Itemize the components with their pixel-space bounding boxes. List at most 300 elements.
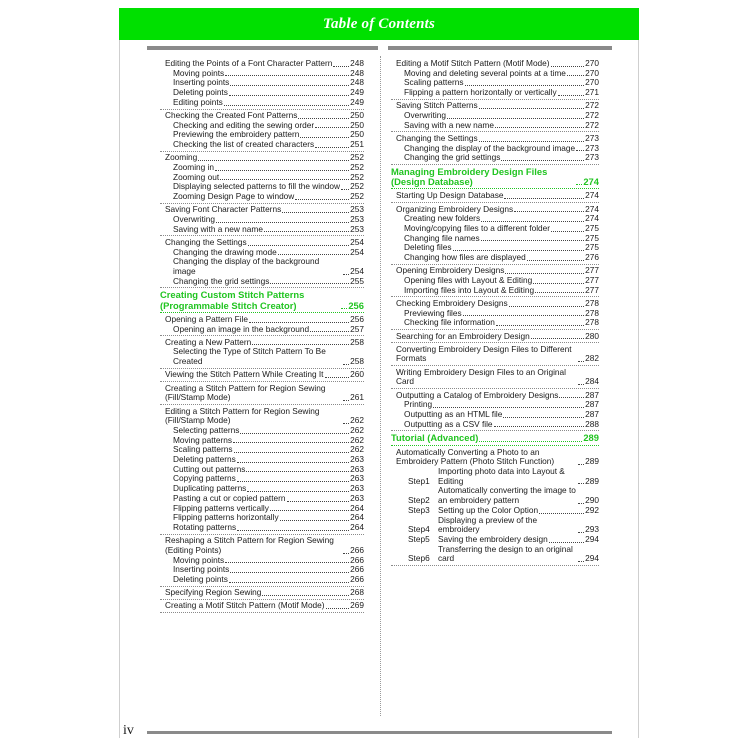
dot-leader [341,308,347,309]
entry-title: Searching for an Embroidery Design [396,330,530,341]
entry-page-number: 272 [585,110,599,121]
entry-title: Editing a Motif Stitch Pattern (Motif Mode) [396,58,550,68]
entry-page-number: 274 [585,190,599,201]
toc-group [391,299,599,330]
toc-group [160,153,364,204]
entry-title: Pasting a cut or copied pattern [173,492,286,503]
entry-title: Importing photo data into Layout & Editing [438,466,565,486]
header-rule-left [147,46,378,50]
dot-leader [278,254,349,255]
dot-leader [551,66,585,67]
toc-section-heading[interactable] [391,433,599,443]
entry-title: Changing the grid settings [404,152,501,163]
entry-page-number: 277 [585,265,599,276]
entry-title: Moving/copying files to a different folder [404,223,551,234]
dot-leader [576,184,582,185]
entry-title: Editing a Stitch Pattern for Region Sewing (Fill/Stamp Mode) [165,405,320,426]
entry-page-number: 273 [585,132,599,143]
dot-leader [246,471,349,472]
entry-page-number: 262 [350,434,364,445]
dot-leader [433,407,584,408]
entry-page-number: 249 [350,87,364,98]
entry-page-number: 275 [585,242,599,253]
toc-group [160,111,364,152]
entry-page-number: 266 [350,573,364,584]
entry-page-number: 275 [585,232,599,243]
entry-page-number: 294 [585,553,599,564]
dot-leader [220,179,349,180]
toc-group [391,134,599,165]
entry-page-number: 250 [350,110,364,121]
dot-leader [237,530,349,531]
toc-group [391,345,599,366]
entry-page-number: 274 [585,213,599,224]
entry-title: Opening a Pattern File [165,313,249,324]
entry-title: Creating a Stitch Pattern for Region Sewing (Fill/Stamp Mode) [165,382,326,403]
entry-page-number: 272 [585,119,599,130]
toc-subentry[interactable] [391,286,599,296]
entry-title: Scaling patterns [173,444,233,455]
entry-title: Moving patterns [173,434,233,445]
toc-group [160,238,364,289]
toc-section [391,433,599,445]
entry-title: Editing the Points of a Font Character Pattern [165,58,333,68]
header-rule-right [388,46,612,50]
entry-page-number: 260 [350,369,364,380]
entry-page-number: 258 [350,356,364,367]
entry-title: Zooming [165,152,198,163]
toc-step-entry[interactable] [391,545,599,564]
entry-page-number: 257 [350,323,364,334]
dot-leader [249,322,349,323]
entry-page-number: 266 [350,554,364,565]
entry-page-number: 270 [585,58,599,68]
toc-group [160,407,364,535]
dot-leader [341,189,349,190]
entry-page-number: 289 [583,432,599,444]
entry-title: Creating a New Pattern [165,336,252,347]
dot-leader [503,417,584,418]
entry-page-number: 264 [350,521,364,532]
dot-leader [463,315,585,316]
entry-page-number: 294 [585,533,599,544]
entry-page-number: 289 [585,475,599,486]
dot-leader [578,464,584,465]
entry-title: Managing Embroidery Design Files (Design Database) [391,166,548,188]
toc-group [391,205,599,265]
entry-title: Duplicating patterns [173,483,247,494]
toc-entry[interactable] [160,384,364,403]
entry-title: Zooming Design Page to window [173,191,295,202]
dot-leader [237,462,349,463]
entry-page-number: 292 [585,504,599,515]
dot-leader [531,338,584,339]
entry-title: Specifying Region Sewing [165,587,262,598]
toc-subentry[interactable] [160,192,364,202]
dot-leader [270,510,349,511]
entry-title: Scaling patterns [404,77,464,88]
toc-entry[interactable] [391,448,599,467]
toc-entry[interactable] [160,407,364,426]
toc-group [391,332,599,344]
dot-leader [280,520,350,521]
entry-title: Deleting points [173,87,228,98]
toc-subentry[interactable] [391,318,599,328]
entry-title: Setting up the Color Option [438,504,539,515]
step-label: Step4 [408,524,430,535]
entry-title: Moving points [173,554,225,565]
toc-group [391,266,599,297]
dot-leader [527,260,584,261]
dot-leader [237,481,349,482]
toc-group [391,101,599,132]
entry-title: Overwriting [404,110,446,121]
toc-group [160,338,364,369]
toc-subentry[interactable] [160,575,364,585]
toc-group [160,601,364,613]
dot-leader [326,608,350,609]
dot-leader [505,273,584,274]
entry-page-number: 275 [585,223,599,234]
entry-title: Changing the Settings [396,132,478,143]
entry-title: Flipping patterns vertically [173,502,269,513]
page-title: Table of Contents [119,8,639,40]
entry-page-number: 288 [585,418,599,429]
dot-leader [533,283,584,284]
entry-title: Changing the display of the background image [404,142,576,153]
step-label: Step5 [408,533,430,544]
dot-leader [224,105,349,106]
entry-title: Changing the Settings [165,236,247,247]
entry-title: Copying patterns [173,473,236,484]
entry-title: Moving and deleting several points at a time [404,67,566,78]
entry-page-number: 263 [350,454,364,465]
entry-title: Creating new folders [404,213,481,224]
entry-title: Deleting files [404,242,452,253]
entry-page-number: 278 [585,317,599,328]
entry-page-number: 263 [350,492,364,503]
dot-leader [343,364,349,365]
entry-page-number: 293 [585,524,599,535]
dot-leader [262,595,349,596]
entry-page-number: 252 [350,162,364,173]
toc-right-column [391,59,599,568]
entry-title: Tutorial (Advanced) [391,432,479,444]
column-divider [380,56,381,716]
toc-step-entry[interactable] [391,486,599,505]
entry-page-number: 290 [585,495,599,506]
step-label: Step1 [408,475,430,486]
entry-page-number: 274 [585,203,599,214]
entry-page-number: 262 [350,424,364,435]
entry-title: Zooming out [173,171,220,182]
toc-entry[interactable] [391,345,599,364]
dot-leader [295,199,349,200]
entry-page-number: 270 [585,77,599,88]
entry-title: Deleting points [173,573,228,584]
dot-leader [310,331,349,332]
toc-group [160,384,364,405]
entry-page-number: 287 [585,399,599,410]
toc-entry[interactable] [160,536,364,555]
entry-title: Displaying selected patterns to fill the window [173,181,340,192]
toc-group [391,59,599,100]
entry-title: Saving Font Character Patterns [165,204,282,215]
entry-title: Opening an image in the background [173,323,310,334]
dot-leader [578,532,584,533]
toc-subentry[interactable] [160,523,364,533]
entry-page-number: 284 [585,376,599,387]
entry-page-number: 277 [585,284,599,295]
dot-leader [315,147,349,148]
toc-subentry[interactable] [160,347,364,366]
toc-subentry[interactable] [391,253,599,263]
entry-page-number: 264 [350,512,364,523]
entry-page-number: 253 [350,204,364,215]
entry-title: Viewing the Stitch Pattern While Creating It [165,369,324,380]
toc-group [391,368,599,389]
entry-page-number: 266 [350,564,364,575]
entry-page-number: 256 [350,313,364,324]
entry-page-number: 262 [350,444,364,455]
entry-title: Checking and editing the sewing order [173,119,315,130]
dot-leader [578,561,584,562]
entry-page-number: 258 [350,336,364,347]
toc-subentry[interactable] [160,257,364,276]
toc-entry[interactable] [391,332,599,342]
entry-title: Inserting points [173,564,230,575]
entry-title: Outputting as a CSV file [404,418,493,429]
entry-page-number: 261 [350,392,364,403]
toc-entry[interactable] [160,601,364,611]
dot-leader [549,542,584,543]
entry-title: Opening files with Layout & Editing [404,275,533,286]
entry-title: Starting Up Design Database [396,190,504,201]
entry-page-number: 272 [585,100,599,111]
dot-leader [479,141,585,142]
dot-leader [215,170,349,171]
entry-page-number: 252 [350,191,364,202]
entry-page-number: 280 [585,330,599,341]
dot-leader [343,274,349,275]
entry-page-number: 249 [350,96,364,107]
entry-title: Checking file information [404,317,495,328]
dot-leader [247,491,349,492]
step-label: Step6 [408,553,430,564]
entry-title: Saving Stitch Patterns [396,100,478,111]
entry-page-number: 269 [350,600,364,611]
entry-title: Transferring the design to an original card [438,543,573,564]
toc-entry[interactable] [160,370,364,380]
dot-leader [495,127,584,128]
toc-subentry[interactable] [391,88,599,98]
entry-title: Changing the grid settings [173,275,270,286]
entry-title: Deleting patterns [173,454,236,465]
dot-leader [230,85,349,86]
entry-page-number: 277 [585,275,599,286]
entry-title: Organizing Embroidery Designs [396,203,514,214]
dot-leader [465,85,585,86]
entry-title: Flipping a pattern horizontally or vertically [404,87,557,98]
entry-title: Editing points [173,96,223,107]
dot-leader [481,221,584,222]
toc-subentry[interactable] [160,325,364,335]
dot-leader [578,384,584,385]
toc-section-heading[interactable] [160,290,364,310]
dot-leader [229,582,349,583]
entry-title: Selecting patterns [173,424,240,435]
entry-title: Reshaping a Stitch Pattern for Region Sewing (Editing Points) [165,535,334,555]
dot-leader [578,503,584,504]
dot-leader [282,212,349,213]
entry-page-number: 263 [350,473,364,484]
dot-leader [343,553,349,554]
entry-title: Overwriting [173,214,215,225]
entry-title: Importing files into Layout & Editing [404,284,535,295]
entry-page-number: 274 [583,176,599,188]
toc-subentry[interactable] [160,98,364,108]
dot-leader [559,397,584,398]
entry-page-number: 263 [350,463,364,474]
dot-leader [225,75,349,76]
dot-leader [198,160,349,161]
dot-leader [514,211,584,212]
toc-step-entry[interactable] [391,516,599,535]
dot-leader [504,198,584,199]
entry-title: Creating a Motif Stitch Pattern (Motif Mode) [165,600,325,611]
toc-group [160,59,364,110]
dot-leader [494,426,585,427]
entry-page-number: 255 [350,275,364,286]
entry-title: Changing the drawing mode [173,246,277,257]
dot-leader [248,245,350,246]
toc-entry[interactable] [391,191,599,201]
entry-page-number: 266 [350,544,364,555]
toc-subentry[interactable] [391,153,599,163]
toc-subentry[interactable] [160,140,364,150]
entry-title: Checking the Created Font Patterns [165,110,298,121]
toc-group [160,588,364,600]
dot-leader [270,283,349,284]
dot-leader [240,433,349,434]
dot-leader [481,240,585,241]
entry-page-number: 256 [348,299,364,311]
dot-leader [567,75,584,76]
toc-left-column [160,59,364,615]
toc-group [160,205,364,236]
entry-page-number: 248 [350,77,364,88]
entry-title: Selecting the Type of Stitch Pattern To Be Created [173,346,326,367]
dot-leader [230,572,349,573]
entry-page-number: 248 [350,58,364,68]
entry-page-number: 287 [585,409,599,419]
entry-title: Changing how files are displayed [404,252,526,263]
entry-title: Flipping patterns horizontally [173,512,279,523]
entry-page-number: 264 [350,502,364,513]
dot-leader [535,292,584,293]
entry-page-number: 278 [585,297,599,308]
toc-section-heading[interactable] [391,167,599,187]
entry-page-number: 250 [350,119,364,130]
entry-title: Zooming in [173,162,215,173]
toc-step-entry[interactable] [391,467,599,486]
entry-title: Previewing files [404,307,462,318]
dot-leader [264,231,349,232]
toc-group [160,536,364,587]
entry-title: Printing [404,399,433,410]
toc-subentry[interactable] [160,277,364,287]
dot-leader [343,400,349,401]
dot-leader [551,231,584,232]
entry-title: Cutting out patterns [173,463,246,474]
dot-leader [501,160,584,161]
entry-page-number: 262 [350,415,364,426]
entry-title: Automatically Converting a Photo to an Embroidery Pattern (Photo Stitch Function) [396,446,555,467]
dot-leader [233,442,349,443]
entry-page-number: 252 [350,152,364,163]
toc-group [160,370,364,382]
entry-title: Previewing the embroidery pattern [173,129,300,140]
entry-page-number: 252 [350,181,364,192]
dot-leader [300,137,349,138]
entry-page-number: 253 [350,214,364,225]
dot-leader [479,441,582,442]
entry-page-number: 278 [585,307,599,318]
entry-title: Changing file names [404,232,480,243]
toc-entry[interactable] [391,368,599,387]
dot-leader [216,222,349,223]
entry-page-number: 254 [350,266,364,277]
toc-subentry[interactable] [391,420,599,430]
entry-title: Converting Embroidery Design Files to Different Formats [396,343,572,364]
dot-leader [578,361,584,362]
entry-title: Inserting points [173,77,230,88]
dot-leader [252,344,349,345]
toc-entry[interactable] [160,588,364,598]
entry-title: Displaying a preview of the embroidery [438,514,538,535]
entry-page-number: 289 [585,456,599,467]
step-label: Step2 [408,495,430,506]
entry-title: Creating Custom Stitch Patterns (Programmable Stitch Creator) [160,289,305,311]
toc-subentry[interactable] [160,225,364,235]
page-number: iv [123,723,134,738]
dot-leader [479,108,585,109]
entry-page-number: 263 [350,483,364,494]
toc-subentry[interactable] [391,121,599,131]
dot-leader [325,377,350,378]
entry-title: Saving with a new name [173,223,263,234]
entry-page-number: 250 [350,129,364,140]
entry-title: Opening Embroidery Designs [396,265,505,276]
dot-leader [333,66,349,67]
entry-page-number: 276 [585,252,599,263]
entry-page-number: 254 [350,236,364,247]
dot-leader [453,250,585,251]
entry-title: Outputting a Catalog of Embroidery Designs [396,389,559,400]
toc-group [391,391,599,432]
dot-leader [509,306,585,307]
entry-page-number: 287 [585,389,599,400]
dot-leader [229,95,349,96]
entry-title: Checking Embroidery Designs [396,297,508,308]
entry-page-number: 253 [350,223,364,234]
toc-group [160,315,364,336]
entry-page-number: 273 [585,152,599,163]
dot-leader [225,562,349,563]
entry-title: Saving the embroidery design [438,533,548,544]
dot-leader [343,423,349,424]
entry-page-number: 268 [350,587,364,598]
